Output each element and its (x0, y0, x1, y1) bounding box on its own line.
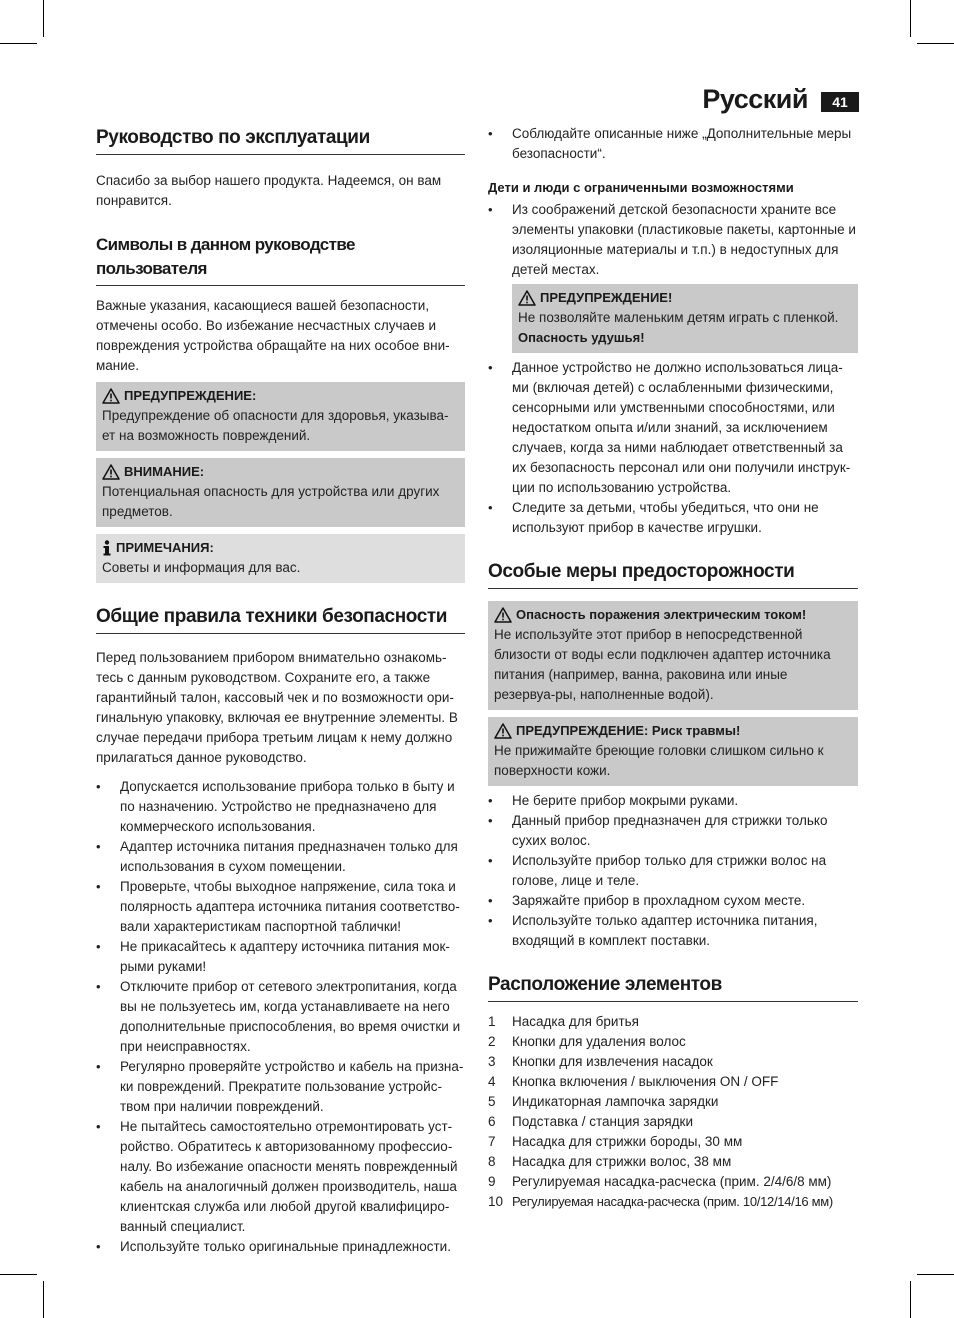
list-item: 9 Регулируемая насадка-расческа (прим. 2/4/6/8 мм) (488, 1174, 832, 1189)
left-column (96, 120, 465, 1257)
list-item: • Следите за детьми, чтобы убедиться, что они не используют прибор в качестве игрушки. (488, 498, 858, 538)
list-item: • Используйте прибор только для стрижки волос на голове, лице и теле. (488, 851, 858, 891)
warning-box-title: ПРЕДУПРЕЖДЕНИЕ: (124, 388, 257, 403)
list-item: • Не прикасайтесь к адаптеру источника питания мок-рыми руками! (96, 937, 465, 977)
list-item: 4 Кнопка включения / выключения ON / OFF (488, 1074, 779, 1089)
list-item: • Заряжайте прибор в прохладном сухом месте. (488, 891, 858, 911)
list-item: • Из соображений детской безопасности храните все элементы упаковки (пластиковые пакеты, картонные и изоляционные материалы и т.п.) в недоступных для детей местах. (488, 200, 858, 280)
notes-box-text: Советы и информация для вас. (102, 560, 301, 575)
electric-shock-text: Не используйте этот прибор в непосредственной близости от воды если подключен адаптер источника питания (например, ванна, раковина или иные резервуа-ры, наполненные водой). (494, 627, 831, 702)
safety-intro-text: Перед пользованием прибором внимательно ознакомь-тесь с данным руководством. Сохраните его, а также гарантийный талон, кассовый чек и по возможности ори-гинальную упаковку, включая ее внутренние элементы. В случае передачи прибора третьим лицам к нему должно прилагаться данное руководство. (96, 650, 458, 765)
list-item: 3 Кнопки для извлечения насадок (488, 1054, 713, 1069)
crop-mark (910, 0, 911, 37)
crop-mark (43, 0, 44, 37)
top-bullet-list (488, 124, 858, 164)
list-item: 6 Подставка / станция зарядки (488, 1114, 693, 1129)
persons-bullet-list (488, 358, 858, 538)
warning-box (96, 382, 465, 451)
caution-box-text: Потенциальная опасность для устройства или других предметов. (102, 484, 440, 519)
list-item: 10 Регулируемая насадка-расческа (прим. 10/12/14/16 мм) (488, 1194, 833, 1209)
injury-warning-text: Не прижимайте бреющие головки слишком сильно к поверхности кожи. (494, 743, 824, 778)
list-item: • Используйте только адаптер источника питания, входящий в комплект поставки. (488, 911, 858, 951)
crop-mark (917, 43, 954, 44)
list-item: • Данное устройство не должно использоваться лица-ми (включая детей) с ослабленными физическими, сенсорными или умственными способностями, или недостатком опыта и/или знаний, за исключением случаев, когда за ними наблюдает ответственный за их безопасность персонал или они получили инструк-ции по использованию устройства. (488, 358, 858, 498)
crop-mark (43, 1281, 44, 1318)
list-item: • Соблюдайте описанные ниже „Дополнительные меры безопасности“. (488, 124, 858, 164)
intro-text: Спасибо за выбор нашего продукта. Надеемся, он вам понравится. (96, 173, 442, 208)
electric-shock-box (488, 601, 858, 710)
warning-triangle-icon (494, 723, 512, 739)
subsection-title-children: Дети и люди с ограниченными возможностями (488, 180, 794, 195)
children-warning-bold: Опасность удушья! (518, 330, 645, 345)
right-column (488, 120, 858, 1212)
crop-mark (917, 1274, 954, 1275)
warning-triangle-icon (102, 464, 120, 480)
children-warning-text: Не позволяйте маленьким детям играть с пленкой. (518, 310, 839, 325)
list-item: 2 Кнопки для удаления волос (488, 1034, 686, 1049)
list-item: • Не берите прибор мокрыми руками. (488, 791, 858, 811)
crop-mark (0, 1274, 37, 1275)
info-icon (102, 540, 112, 556)
children-warning-box (512, 284, 858, 353)
list-item: 1 Насадка для бритья (488, 1014, 639, 1029)
caution-box (96, 458, 465, 527)
section-title-precautions: Особые меры предосторожности (488, 560, 858, 589)
caution-box-title: ВНИМАНИЕ: (124, 464, 205, 479)
safety-bullet-list (96, 777, 465, 1257)
list-item: • Адаптер источника питания предназначен только для использования в сухом помещении. (96, 837, 465, 877)
list-item: • Отключите прибор от сетевого электропитания, когда вы не пользуетесь им, когда устанавливаете на него дополнительные приспособления, во время очистки и при неисправностях. (96, 977, 465, 1057)
section-title-safety: Общие правила техники безопасности (96, 605, 465, 634)
warning-triangle-icon (494, 607, 512, 623)
crop-mark (910, 1281, 911, 1318)
electric-shock-title: Опасность поражения электрическим током! (516, 607, 807, 622)
precautions-bullet-list (488, 791, 858, 951)
symbols-text: Важные указания, касающиеся вашей безопасности, отмечены особо. Во избежание несчастных случаев и повреждения устройства обращайте на них особое вни-мание. (96, 298, 450, 373)
list-item: • Допускается использование прибора только в быту и по назначению. Устройство не предназначено для коммерческого использования. (96, 777, 465, 837)
list-item: 7 Насадка для стрижки бороды, 30 мм (488, 1134, 743, 1149)
injury-warning-box (488, 717, 858, 786)
warning-box-text: Предупреждение об опасности для здоровья, указыва-ет на возможность повреждений. (102, 408, 449, 443)
crop-mark (0, 43, 37, 44)
children-bullet-list (488, 200, 858, 280)
page-number: 41 (821, 92, 859, 112)
notes-box (96, 534, 465, 583)
list-item: • Регулярно проверяйте устройство и кабель на призна-ки повреждений. Прекратите пользование устройс-твом при наличии повреждений. (96, 1057, 465, 1117)
warning-triangle-icon (102, 388, 120, 404)
injury-warning-title: ПРЕДУПРЕЖДЕНИЕ: Риск травмы! (516, 723, 741, 738)
list-item: • Проверьте, чтобы выходное напряжение, сила тока и полярность адаптера источника питания соответство-вали характеристикам паспортной таблички! (96, 877, 465, 937)
list-item: • Не пытайтесь самостоятельно отремонтировать уст-ройство. Обратитесь к авторизованному профессио-налу. Во избежание опасности менять поврежденный кабель на аналогичный должен производитель, наша клиентская служба или любой другой квалифициро-ванный специалист. (96, 1117, 465, 1237)
list-item: • Данный прибор предназначен для стрижки только сухих волос. (488, 811, 858, 851)
section-title-manual: Руководство по эксплуатации (96, 126, 465, 155)
section-title-symbols: Символы в данном руководстве пользователя (96, 233, 465, 286)
section-title-components: Расположение элементов (488, 973, 858, 1002)
list-item: • Используйте только оригинальные принадлежности. (96, 1237, 465, 1257)
warning-triangle-icon (518, 290, 536, 306)
list-item: 8 Насадка для стрижки волос, 38 мм (488, 1154, 732, 1169)
list-item: 5 Индикаторная лампочка зарядки (488, 1094, 719, 1109)
children-warning-title: ПРЕДУПРЕЖДЕНИЕ! (540, 290, 673, 305)
components-list (488, 1012, 858, 1212)
notes-box-title: ПРИМЕЧАНИЯ: (116, 540, 214, 555)
page-language-title: Русский (702, 84, 808, 114)
